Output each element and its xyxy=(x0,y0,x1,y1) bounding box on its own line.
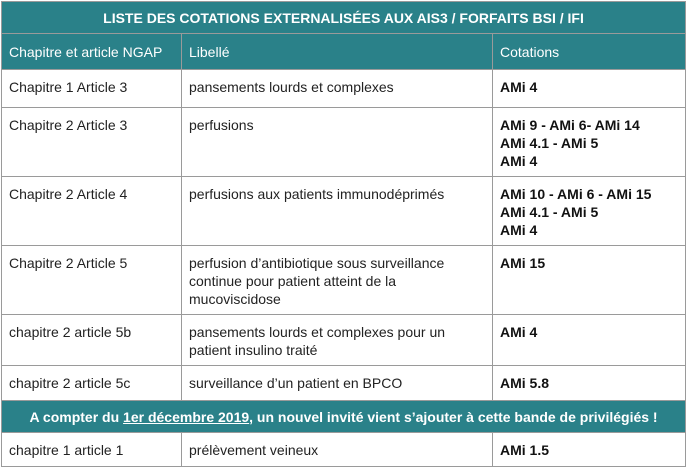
cotations-table xyxy=(1,1,686,467)
cell-libelle: perfusion d’antibiotique sous surveillance continue pour patient atteint de la mucoviscidose xyxy=(182,246,493,315)
cell-cotations xyxy=(493,108,686,177)
cell-chapitre: Chapitre 2 Article 4 xyxy=(2,177,182,246)
cotation-line: AMi 15 xyxy=(500,255,546,271)
cotation-line: AMi 4 xyxy=(500,222,538,238)
cotation-line: AMi 4.1 - AMi 5 xyxy=(500,204,599,220)
announcement-prefix: A compter du xyxy=(29,408,124,425)
cotation-line: AMi 4 xyxy=(500,153,538,169)
cell-chapitre: chapitre 1 article 1 xyxy=(2,433,182,467)
cell-chapitre: chapitre 2 article 5c xyxy=(2,366,182,401)
cell-cotations xyxy=(493,433,686,467)
cell-libelle: pansements lourds et complexes xyxy=(182,70,493,108)
announcement-date: 1er décembre 2019 xyxy=(123,408,250,425)
cell-cotations xyxy=(493,246,686,315)
cotation-line: AMi 4 xyxy=(500,324,538,340)
table-row xyxy=(2,315,686,366)
cell-chapitre: Chapitre 2 Article 5 xyxy=(2,246,182,315)
cell-chapitre: Chapitre 2 Article 3 xyxy=(2,108,182,177)
table-title: LISTE DES COTATIONS EXTERNALISÉES AUX AIS3 / FORFAITS BSI / IFI xyxy=(2,2,686,34)
cell-cotations xyxy=(493,366,686,401)
cell-cotations xyxy=(493,70,686,108)
cell-chapitre: chapitre 2 article 5b xyxy=(2,315,182,366)
cell-cotations xyxy=(493,315,686,366)
table-header-row xyxy=(2,34,686,70)
cell-cotations xyxy=(493,177,686,246)
cotation-line: AMi 1.5 xyxy=(500,442,550,458)
cell-chapitre: Chapitre 1 Article 3 xyxy=(2,70,182,108)
table-row xyxy=(2,246,686,315)
table-row xyxy=(2,108,686,177)
cotation-line: AMi 4.1 - AMi 5 xyxy=(500,135,599,151)
cotation-line: AMi 10 - AMi 6 - AMi 15 xyxy=(500,186,652,202)
announcement-row xyxy=(2,401,686,433)
column-header-libelle: Libellé xyxy=(182,34,493,70)
table-title-row xyxy=(2,2,686,34)
column-header-cotations: Cotations xyxy=(493,34,686,70)
cotation-line: AMi 9 - AMi 6- AMi 14 xyxy=(500,117,640,133)
cotation-line: AMi 5.8 xyxy=(500,375,550,391)
announcement-suffix: , un nouvel invité vient s’ajouter à cette bande de privilégiés ! xyxy=(249,408,658,425)
cell-libelle: perfusions aux patients immunodéprimés xyxy=(182,177,493,246)
column-header-chapitre: Chapitre et article NGAP xyxy=(2,34,182,70)
table-row xyxy=(2,70,686,108)
cell-libelle: surveillance d’un patient en BPCO xyxy=(182,366,493,401)
cotation-line: AMi 4 xyxy=(500,79,538,95)
cotations-table-container xyxy=(1,1,685,467)
table-row xyxy=(2,366,686,401)
cell-libelle: pansements lourds et complexes pour un patient insulino traité xyxy=(182,315,493,366)
announcement-text xyxy=(2,401,686,433)
table-row xyxy=(2,177,686,246)
table-row xyxy=(2,433,686,467)
cell-libelle: prélèvement veineux xyxy=(182,433,493,467)
cell-libelle: perfusions xyxy=(182,108,493,177)
